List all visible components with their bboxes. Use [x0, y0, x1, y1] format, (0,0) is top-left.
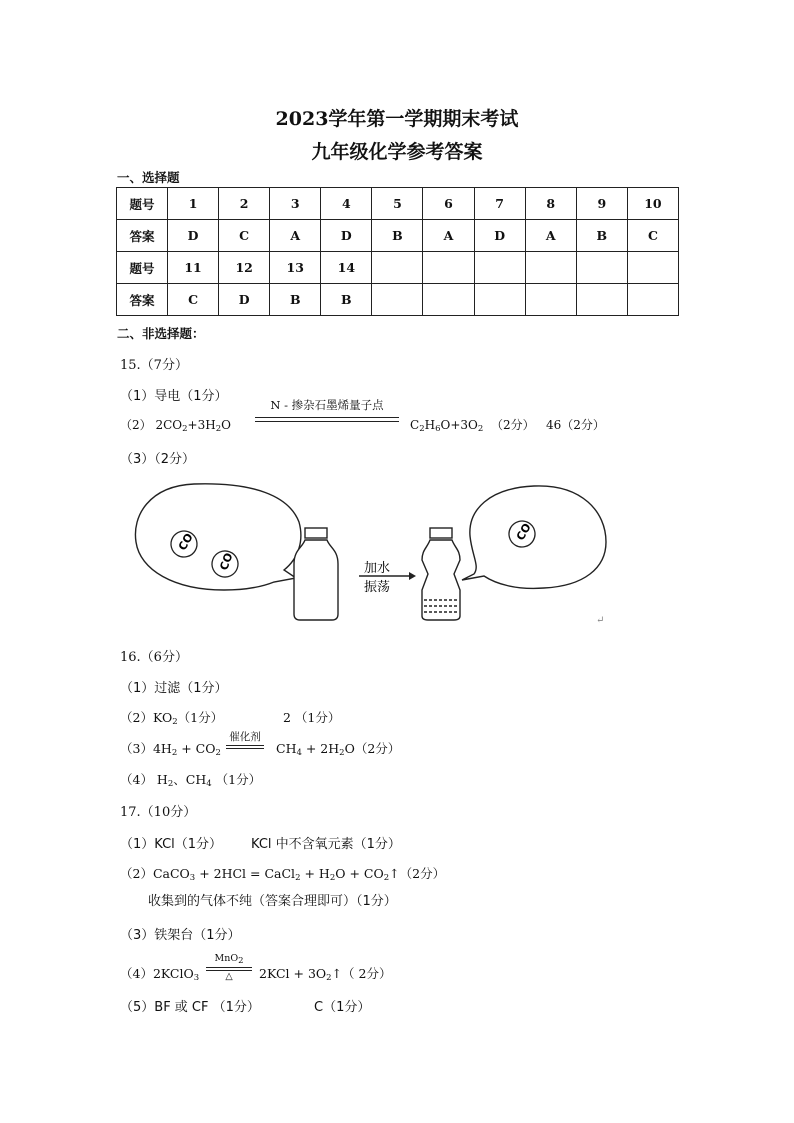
- exam-title: 2023学年第一学期期末考试: [275, 108, 519, 130]
- table-cell: A: [423, 220, 474, 252]
- table-cell: 1: [168, 188, 219, 220]
- return-mark-icon: ↵: [596, 615, 605, 626]
- q15-product: $C_2H_6O+3O_2$ （2分） 46（2分）: [410, 418, 605, 434]
- q15-answer-1: （1）导电（1分）: [120, 389, 228, 404]
- q16-answer-2-extra: 2 （1分）: [283, 710, 341, 725]
- q16-label: 16.（6分）: [120, 650, 188, 665]
- table-cell: 3: [270, 188, 321, 220]
- q15-catalyst: N - 掺杂石墨烯量子点: [255, 397, 399, 422]
- table-cell: [525, 284, 576, 316]
- table-cell: B: [372, 220, 423, 252]
- table-cell: 10: [627, 188, 678, 220]
- q17-answer-5: （5）BF 或 CF （1分）: [120, 1000, 260, 1015]
- table-row: [117, 252, 679, 284]
- table-row: [117, 220, 679, 252]
- svg-text:CO: CO: [217, 551, 236, 573]
- table-cell: D: [168, 220, 219, 252]
- q17-answer-1-extra: KCl 中不含氧元素（1分）: [251, 837, 401, 852]
- answer-key-title: 九年级化学参考答案: [311, 141, 483, 163]
- table-cell: A: [525, 220, 576, 252]
- table-row: [117, 188, 679, 220]
- arrow-label-top: 加水: [364, 561, 391, 576]
- q16-catalyst: 催化剂: [226, 731, 264, 749]
- table-cell: 6: [423, 188, 474, 220]
- arrow-label-bottom: 振荡: [364, 580, 391, 595]
- row-header-cell: 题号: [117, 252, 168, 284]
- q16-answer-3: $(3)4H_2 + CO_2$: [120, 741, 221, 758]
- table-cell: C: [219, 220, 270, 252]
- table-cell: 9: [576, 188, 627, 220]
- q15-label: 15.（7分）: [120, 358, 188, 373]
- table-cell: 2: [219, 188, 270, 220]
- table-cell: 14: [321, 252, 372, 284]
- q16-answer-4: （4） $H_2$、$CH_4$ （1分）: [120, 772, 262, 789]
- table-cell: [372, 252, 423, 284]
- q17-answer-2: （2）CaCO$_3$ + 2HCl = CaCl$_2$ + $H_2O$ + $CO_2↑(2$分）: [120, 866, 446, 883]
- table-cell: D: [474, 220, 525, 252]
- q15-answer-2: （2） $2CO_2+3H_2O$: [120, 418, 231, 434]
- table-cell: D: [219, 284, 270, 316]
- table-row: [117, 284, 679, 316]
- q17-answer-3: （3）铁架台（1分）: [120, 928, 241, 943]
- svg-text:CO: CO: [513, 521, 534, 543]
- table-cell: 11: [168, 252, 219, 284]
- table-cell: B: [270, 284, 321, 316]
- q17-catalyst: MnO$_2$ △: [206, 953, 252, 982]
- row-header-cell: 题号: [117, 188, 168, 220]
- svg-text:CO: CO: [175, 531, 196, 553]
- q16-answer-2: $(2)KO_2(1$分）: [120, 710, 224, 727]
- table-cell: 4: [321, 188, 372, 220]
- table-cell: B: [321, 284, 372, 316]
- q17-answer-1: （1）KCl（1分）: [120, 837, 223, 852]
- q16-answer-1: （1）过滤（1分）: [120, 681, 228, 696]
- table-cell: [627, 252, 678, 284]
- table-cell: [372, 284, 423, 316]
- table-cell: C: [168, 284, 219, 316]
- table-cell: [627, 284, 678, 316]
- table-cell: 12: [219, 252, 270, 284]
- table-cell: A: [270, 220, 321, 252]
- q15-answer-3: （3）（2分）: [120, 452, 196, 467]
- bottle-figure: [124, 478, 624, 626]
- section-choice-heading: 一、选择题: [117, 170, 180, 185]
- row-header-cell: 答案: [117, 220, 168, 252]
- table-cell: D: [321, 220, 372, 252]
- table-cell: [525, 252, 576, 284]
- table-cell: 13: [270, 252, 321, 284]
- table-cell: [576, 284, 627, 316]
- table-cell: B: [576, 220, 627, 252]
- q17-product: $2KCl + 3O_2↑$（ 2分）: [259, 966, 392, 983]
- table-cell: [474, 284, 525, 316]
- table-cell: C: [627, 220, 678, 252]
- q17-answer-4: （4）2KClO$_3$: [120, 966, 200, 983]
- table-cell: 7: [474, 188, 525, 220]
- q17-answer-5-extra: C（1分）: [314, 1000, 371, 1015]
- section-nonchoice-heading: 二、非选择题：: [117, 326, 205, 341]
- table-cell: [423, 284, 474, 316]
- bottle-after: [422, 528, 460, 620]
- row-header-cell: 答案: [117, 284, 168, 316]
- table-cell: [576, 252, 627, 284]
- table-cell: [423, 252, 474, 284]
- q17-label: 17.（10分）: [120, 805, 197, 820]
- q16-product: $CH_4 + 2H_2O(2$分）: [276, 741, 401, 758]
- table-cell: 5: [372, 188, 423, 220]
- table-cell: 8: [525, 188, 576, 220]
- answer-table: [116, 187, 679, 316]
- table-cell: [474, 252, 525, 284]
- q17-answer-2-note: 收集到的气体不纯（答案合理即可）（1分）: [148, 894, 397, 909]
